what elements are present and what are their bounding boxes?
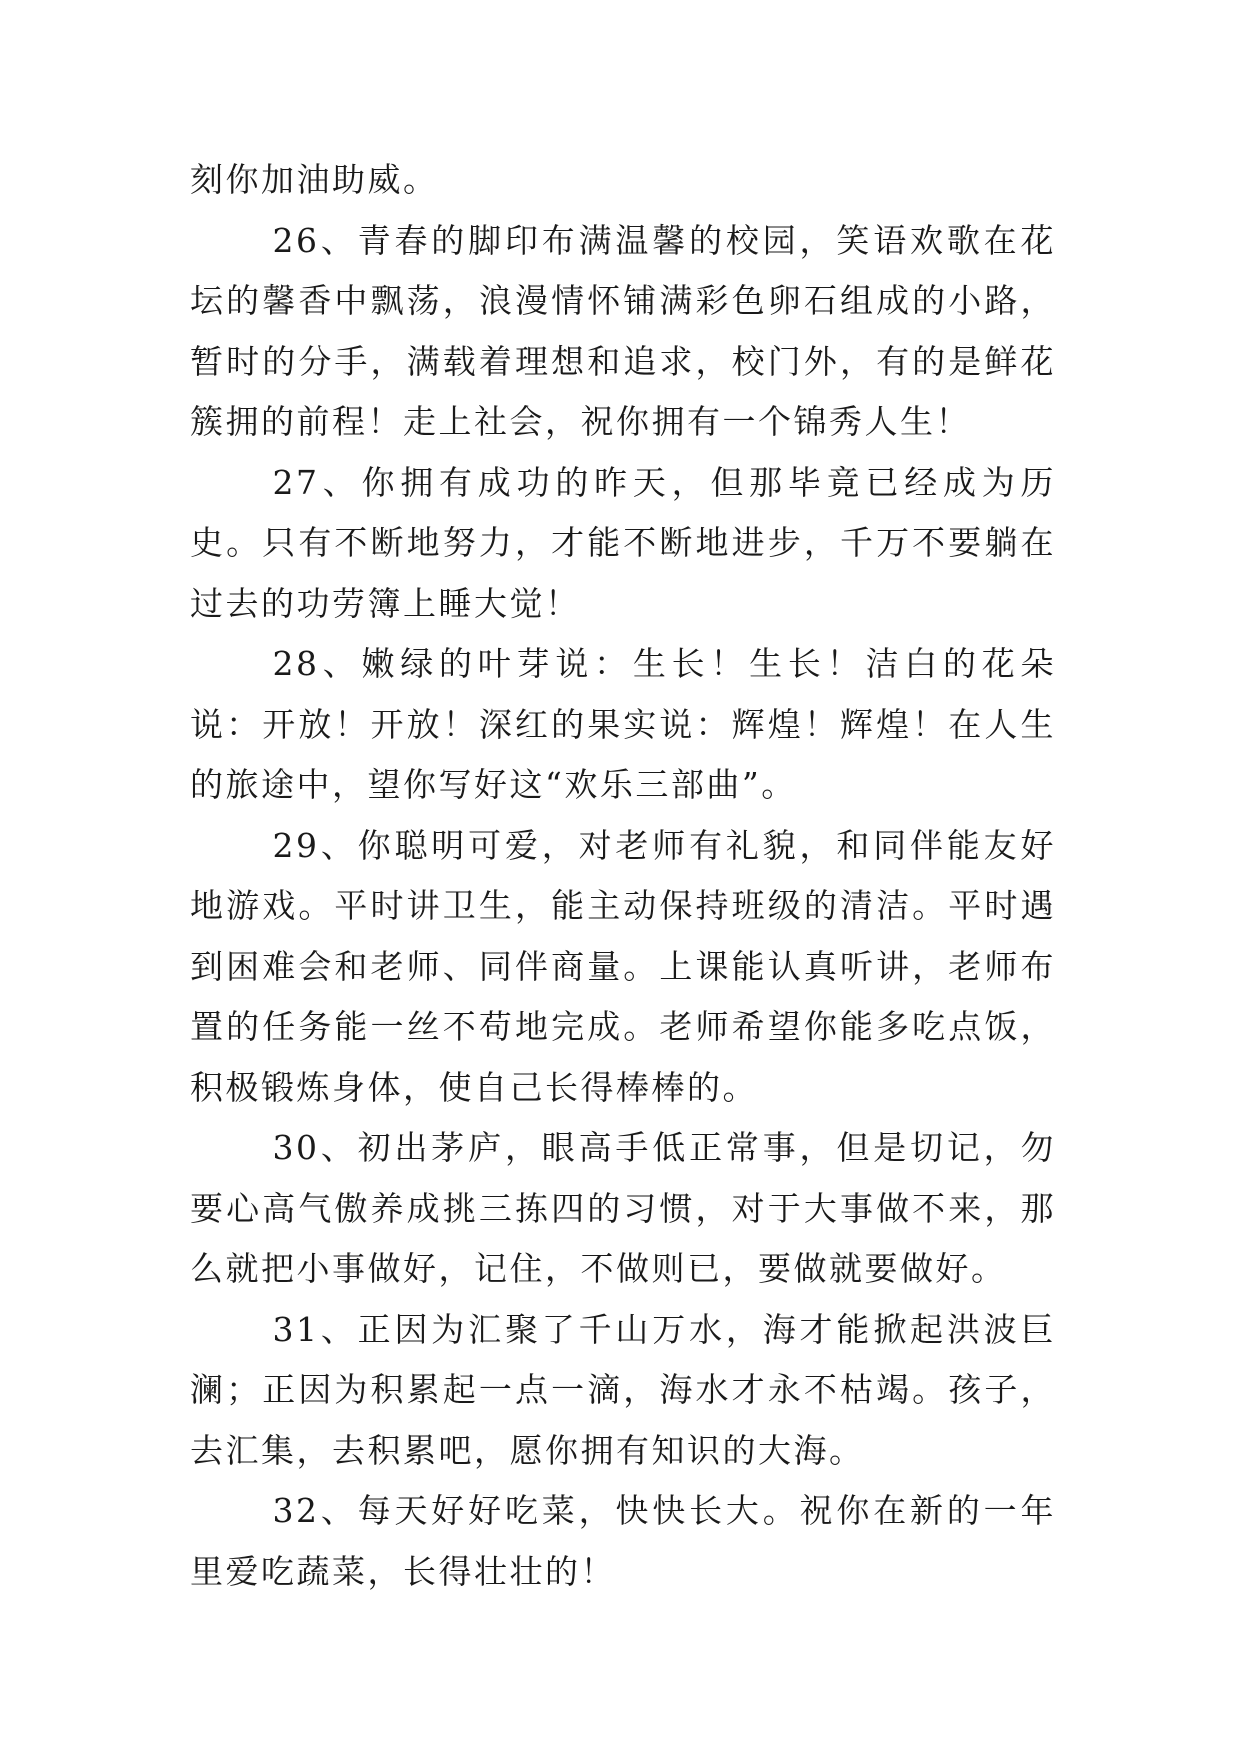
paragraph-31: 31、正因为汇聚了千山万水，海才能掀起洪波巨澜；正因为积累起一点一滴，海水才永不枯竭。孩子，去汇集，去积累吧，愿你拥有知识的大海。 [190,1309,1056,1470]
paragraph-continuation: 刻你加油助威。 [190,160,439,199]
paragraph-32: 32、每天好好吃菜，快快长大。祝你在新的一年里爱吃蔬菜，长得壮壮的！ [190,1491,1056,1591]
paragraph-29: 29、你聪明可爱，对老师有礼貌，和同伴能友好地游戏。平时讲卫生，能主动保持班级的清洁。平时遇到困难会和老师、同伴商量。上课能认真听讲，老师布置的任务能一丝不苟地完成。老师希望你能多吃点饭，积极锻炼身体，使自己长得棒棒的。 [190,825,1056,1107]
paragraph-30: 30、初出茅庐，眼高手低正常事，但是切记，勿要心高气傲养成挑三拣四的习惯，对于大事做不来，那么就把小事做好，记住，不做则已，要做就要做好。 [190,1128,1056,1288]
paragraph-28: 28、嫩绿的叶芽说：生长！生长！洁白的花朵说：开放！开放！深红的果实说：辉煌！辉煌！在人生的旅途中，望你写好这“欢乐三部曲”。 [190,644,1056,804]
paragraph-26: 26、青春的脚印布满温馨的校园，笑语欢歌在花坛的馨香中飘荡，浪漫情怀铺满彩色卵石组成的小路，暂时的分手，满载着理想和追求，校门外，有的是鲜花簇拥的前程！走上社会，祝你拥有一个锦秀人生！ [190,220,1056,441]
paragraph-27: 27、你拥有成功的昨天，但那毕竟已经成为历史。只有不断地努力，才能不断地进步，千万不要躺在过去的功劳簿上睡大觉！ [190,462,1056,623]
document-body [190,150,1056,1602]
